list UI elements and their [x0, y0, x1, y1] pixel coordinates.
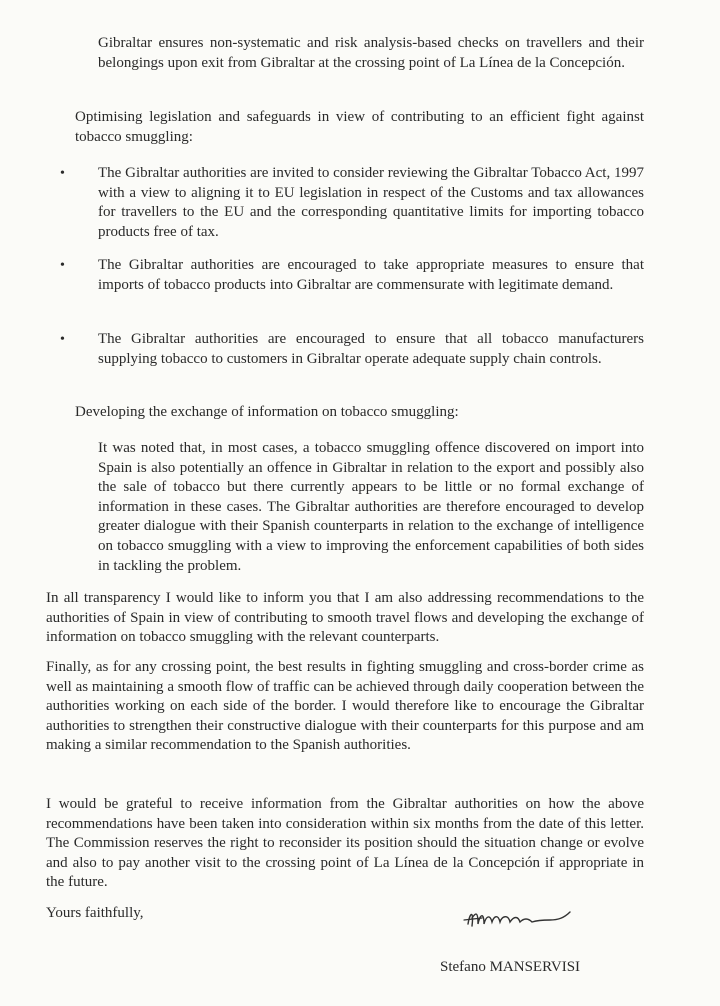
- signatory-name: Stefano MANSERVISI: [440, 959, 581, 975]
- bullet-item: The Gibraltar authorities are encouraged to take appropriate measures to ensure that imports of tobacco products into Gibraltar are commensurate with legitimate demand.: [98, 257, 644, 293]
- intro-paragraph: Gibraltar ensures non-systematic and risk analysis-based checks on travellers and their belongings upon exit from Gibraltar at the crossing point of La Línea de la Concepción.: [98, 35, 644, 71]
- handwritten-signature: [462, 898, 582, 938]
- grateful-paragraph: I would be grateful to receive information from the Gibraltar authorities on how the above recommendations have been taken into consideration within six months from the date of this letter. The Commission reserves the right to reconsider its position should the situation change or evolve and also to pay another visit to the crossing point of La Línea de la Concepción if appropriate in the future.: [46, 796, 644, 891]
- bullet-item: The Gibraltar authorities are encouraged to ensure that all tobacco manufacturers supplying tobacco to customers in Gibraltar operate adequate supply chain controls.: [98, 331, 644, 367]
- section-heading-exchange: Developing the exchange of information on tobacco smuggling:: [75, 404, 459, 420]
- exchange-paragraph: It was noted that, in most cases, a tobacco smuggling offence discovered on import into Spain is also potentially an offence in Gibraltar in relation to the export and possibly also the sale of tobacco but there currently appears to be little or no formal exchange of information in these cases. The Gibraltar authorities are therefore encouraged to develop greater dialogue with their Spanish counterparts in relation to the exchange of intelligence on tobacco smuggling with a view to improving the enforcement capabilities of both sides in tackling the problem.: [98, 440, 644, 574]
- bullet-marker: •: [60, 258, 65, 273]
- bullet-marker: •: [60, 166, 65, 181]
- transparency-paragraph: In all transparency I would like to inform you that I am also addressing recommendations to the authorities of Spain in view of contributing to smooth travel flows and developing the exchange of information on tobacco smuggling with the relevant counterparts.: [46, 590, 644, 646]
- closing-line: Yours faithfully,: [46, 905, 144, 921]
- bullet-item: The Gibraltar authorities are invited to consider reviewing the Gibraltar Tobacco Act, 1997 with a view to aligning it to EU legislation in respect of the Customs and tax allowances for travellers to the EU and the corresponding quantitative limits for importing tobacco products free of tax.: [98, 165, 644, 240]
- section-heading-legislation: Optimising legislation and safeguards in view of contributing to an efficient fight against tobacco smuggling:: [75, 109, 644, 145]
- finally-paragraph: Finally, as for any crossing point, the best results in fighting smuggling and cross-border crime as well as maintaining a smooth flow of traffic can be achieved through daily cooperation between the authorities working on each side of the border. I would therefore like to encourage the Gibraltar authorities to strengthen their constructive dialogue with their counterparts for this purpose and am making a similar recommendation to the Spanish authorities.: [46, 659, 644, 754]
- bullet-marker: •: [60, 332, 65, 347]
